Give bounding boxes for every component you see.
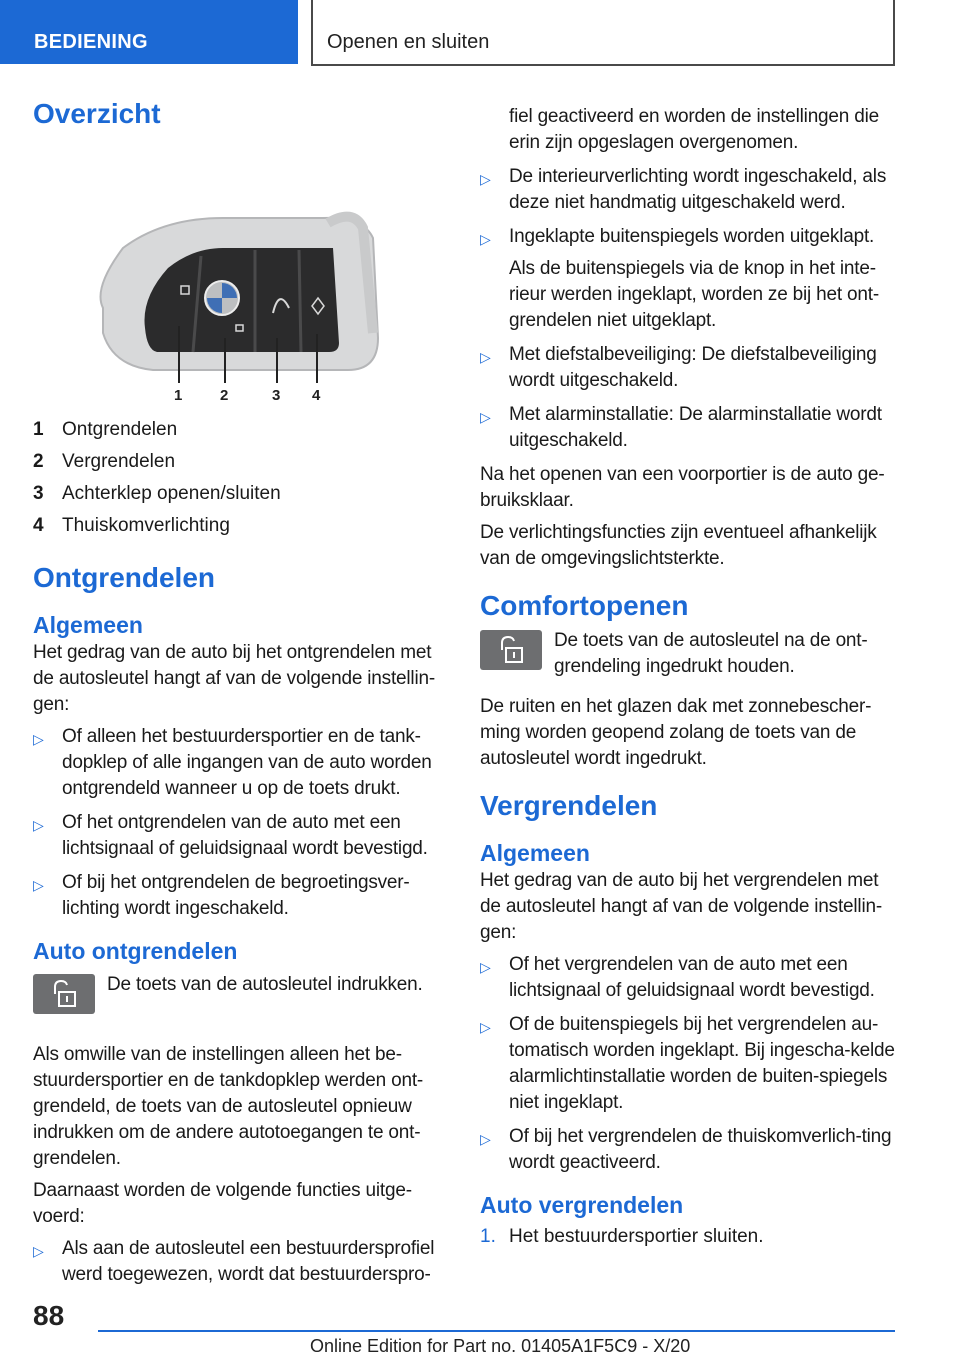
left-column (33, 96, 449, 1296)
list-item (480, 342, 896, 394)
legend-text: Ontgrendelen (62, 419, 178, 440)
list-item (480, 164, 896, 216)
legend-item (33, 478, 449, 510)
lock-bullets (480, 952, 896, 1176)
triangle-bullet-icon: ▷ (33, 877, 44, 893)
key-fob-illustration (33, 138, 449, 408)
step-number: 1. (480, 1226, 496, 1247)
list-item-text: Of het vergrendelen van de auto met een lichtsignaal of geluidsignaal wordt bevestigd. (509, 954, 875, 1001)
general-text: Het gedrag van de auto bij het ontgrendelen met de autosleutel hangt af van de volgende instellin-gen: (33, 642, 435, 715)
comfort-paragraph: De ruiten en het glazen dak met zonnebescher-ming worden geopend zolang de toets van de autosleutel wordt ingedrukt. (480, 696, 872, 769)
function-bullets (480, 164, 896, 454)
section-tab: BEDIENING (0, 0, 298, 64)
triangle-bullet-icon: ▷ (33, 1243, 44, 1259)
auto-unlock-paragraph-2: Daarnaast worden de volgende functies uitge-voerd: (33, 1180, 412, 1227)
list-item (33, 870, 449, 922)
figure-label-4: 4 (312, 387, 321, 404)
list-item (480, 1012, 896, 1116)
lock-general-heading: Algemeen (480, 840, 590, 866)
auto-lock-steps (480, 1224, 896, 1250)
legend-number: 3 (33, 483, 44, 504)
figure-label-3: 3 (272, 387, 281, 404)
figure-label-1: 1 (174, 387, 183, 404)
comfort-heading: Comfortopenen (480, 590, 689, 621)
triangle-bullet-icon: ▷ (480, 1131, 491, 1147)
comfort-button-row (480, 628, 896, 688)
list-item (480, 1224, 896, 1250)
list-item-text: Of alleen het bestuurdersportier en de tank-dopklep of alle ingangen van de auto worden ontgrendeld wanneer u op de toets drukt. (62, 726, 432, 799)
list-item (480, 1124, 896, 1176)
legend-number: 1 (33, 419, 44, 440)
page-header (0, 0, 960, 66)
list-item-text: Met alarminstallatie: De alarminstallatie wordt uitgeschakeld. (509, 404, 882, 451)
general-heading: Algemeen (33, 612, 143, 638)
legend-number: 4 (33, 515, 44, 536)
unlock-button-row (33, 972, 449, 1032)
footer-divider (98, 1330, 895, 1332)
auto-unlock-heading: Auto ontgrendelen (33, 938, 238, 964)
auto-unlock-paragraph: Als omwille van de instellingen alleen het be-stuurdersportier en de tankdopklep werden ont-grendeld, de toets van de autosleutel opnieuw indrukken om de andere autotoegangen te ont-grendelen. (33, 1044, 424, 1169)
list-item (33, 810, 449, 862)
triangle-bullet-icon: ▷ (480, 349, 491, 365)
overview-heading: Overzicht (33, 98, 161, 129)
list-item-text: Of bij het vergrendelen de thuiskomverlich-ting wordt geactiveerd. (509, 1126, 892, 1173)
edition-text: Online Edition for Part no. 01405A1F5C9 - X/20 (310, 1336, 691, 1356)
step-text: Het bestuurdersportier sluiten. (509, 1226, 764, 1247)
general-bullets (33, 724, 449, 922)
legend-item (33, 446, 449, 478)
chapter-title: Openen en sluiten (311, 0, 895, 66)
lock-heading: Vergrendelen (480, 790, 658, 821)
unlock-key-icon (33, 974, 95, 1014)
unlock-instruction: De toets van de autosleutel indrukken. (107, 974, 423, 995)
comfort-instruction: De toets van de autosleutel na de ont-grendeling ingedrukt houden. (554, 630, 868, 677)
triangle-bullet-icon: ▷ (480, 1019, 491, 1035)
unlock-key-icon (480, 630, 542, 670)
legend-text: Thuiskomverlichting (62, 515, 230, 536)
right-column (480, 104, 896, 1250)
list-item-text: Of de buitenspiegels bij het vergrendelen au-tomatisch worden ingeklapt. Bij ingescha-kelde alarmlichtinstallatie worden de buiten-spiegels niet ingeklapt. (509, 1014, 895, 1113)
list-item-subtext: Als de buitenspiegels via de knop in het inte-rieur werden ingeklapt, worden ze bij het ont-grendelen niet uitgeklapt. (509, 258, 879, 331)
auto-lock-heading: Auto vergrendelen (480, 1192, 684, 1218)
unlock-heading: Ontgrendelen (33, 562, 216, 593)
light-paragraph: De verlichtingsfuncties zijn eventueel afhankelijk van de omgevingslichtsterkte. (480, 522, 877, 569)
legend-number: 2 (33, 451, 44, 472)
page-number: 88 (33, 1300, 65, 1331)
list-item (480, 952, 896, 1004)
triangle-bullet-icon: ▷ (480, 409, 491, 425)
triangle-bullet-icon: ▷ (33, 817, 44, 833)
key-fob-figure (33, 138, 449, 408)
list-item-text: De interieurverlichting wordt ingeschakeld, als deze niet handmatig uitgeschakeld werd. (509, 166, 887, 213)
triangle-bullet-icon: ▷ (480, 959, 491, 975)
legend-item (33, 510, 449, 542)
list-item (33, 724, 449, 802)
figure-legend (33, 414, 449, 542)
list-item-text: Of het ontgrendelen van de auto met een lichtsignaal of geluidsignaal wordt bevestigd. (62, 812, 428, 859)
legend-text: Vergrendelen (62, 451, 176, 472)
bullet-continuation: fiel geactiveerd en worden de instellingen die erin zijn opgeslagen overgenomen. (509, 106, 879, 153)
figure-label-2: 2 (220, 387, 229, 404)
list-item (480, 224, 896, 334)
lock-general-text: Het gedrag van de auto bij het vergrendelen met de autosleutel hangt af van de volgende instellin-gen: (480, 870, 882, 943)
list-item-text: Of bij het ontgrendelen de begroetingsver-lichting wordt ingeschakeld. (62, 872, 410, 919)
list-item (33, 1236, 449, 1288)
triangle-bullet-icon: ▷ (33, 731, 44, 747)
list-item-text: Als aan de autosleutel een bestuurdersprofiel werd toegewezen, wordt dat bestuurderspro- (62, 1238, 435, 1285)
legend-text: Achterklep openen/sluiten (62, 483, 281, 504)
triangle-bullet-icon: ▷ (480, 231, 491, 247)
auto-unlock-bullets (33, 1236, 449, 1288)
triangle-bullet-icon: ▷ (480, 171, 491, 187)
door-paragraph: Na het openen van een voorportier is de auto ge-bruiksklaar. (480, 464, 885, 511)
legend-item (33, 414, 449, 446)
list-item (480, 402, 896, 454)
list-item-text: Ingeklapte buitenspiegels worden uitgeklapt. (509, 226, 875, 247)
list-item-text: Met diefstalbeveiliging: De diefstalbeveiliging wordt uitgeschakeld. (509, 344, 877, 391)
